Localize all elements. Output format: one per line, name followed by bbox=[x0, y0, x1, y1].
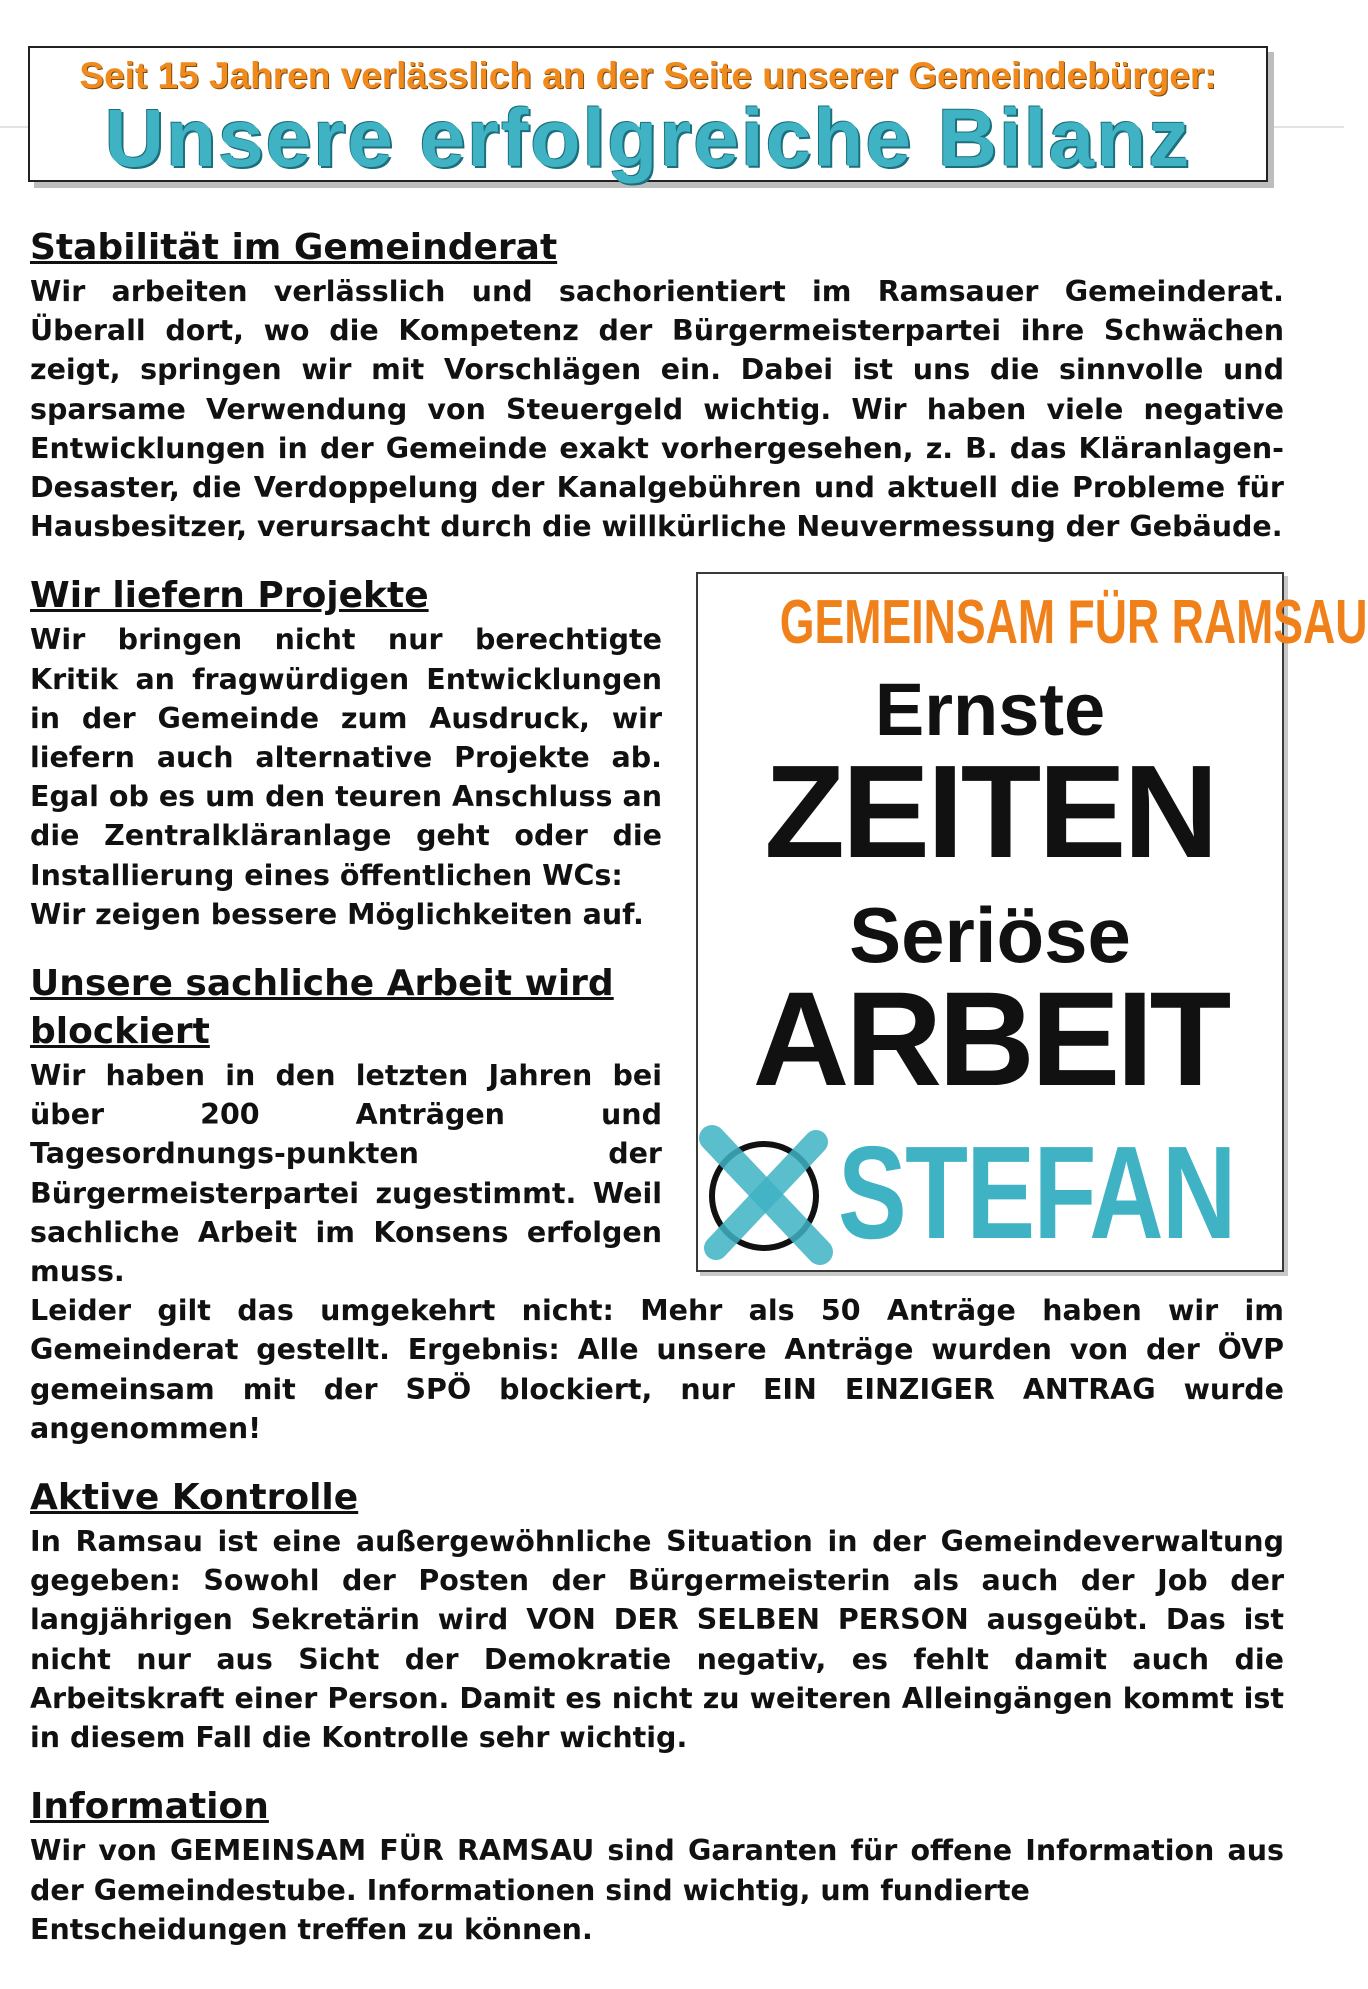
section-text bbox=[30, 1522, 1284, 1757]
section-text-continued bbox=[30, 1291, 1284, 1448]
section-text-body: Wir haben in den letzten Jahren bei über 200 Anträgen und Tagesordnungs-punkten der Bürgermeisterpartei zugestimmt. Weil sachliche Arbeit im Konsens erfolgen muss. bbox=[30, 1059, 662, 1289]
section-heading: Stabilität im Gemeinderat bbox=[30, 227, 558, 268]
header-kicker: Seit 15 Jahren verlässlich an der Seite unserer Gemeindebürger: bbox=[79, 55, 1217, 96]
poster-candidate-name: STEFAN bbox=[838, 1119, 1235, 1267]
poster-line-zeiten: ZEITEN bbox=[764, 738, 1216, 886]
section-kontrolle bbox=[30, 1474, 1284, 1757]
campaign-poster bbox=[696, 572, 1368, 1272]
poster-line-serioese: Seriöse bbox=[849, 891, 1131, 980]
section-text-body-2: Leider gilt das umgekehrt nicht: Mehr als 50 Anträge haben wir im Gemeinderat gestellt. Ergebnis: Alle unsere Anträge wurden von der ÖVP gemeinsam mit der SPÖ blockiert, nur EIN EINZIGER ANTRAG wurde angenommen! bbox=[30, 1294, 1284, 1445]
section-text bbox=[30, 1831, 1284, 1949]
ballot-cross-icon bbox=[702, 1124, 832, 1264]
poster-party-name: GEMEINSAM FÜR RAMSAU bbox=[779, 588, 1368, 658]
article-body bbox=[30, 224, 1368, 1975]
section-text-body: In Ramsau ist eine außergewöhnliche Situation in der Gemeindeverwaltung gegeben: Sowohl der Posten der Bürgermeisterin als auch der Job der langjährigen Sekretärin wird VON DER SELBEN PERSON ausgeübt. Das ist nicht nur aus Sicht der Demokratie negativ, es fehlt damit auch die Arbeitskraft einer Person. Damit es nicht zu weiteren Alleingängen kommt ist in diesem Fall die Kontrolle sehr wichtig. bbox=[30, 1525, 1284, 1755]
poster-line-ernste: Ernste bbox=[874, 668, 1106, 752]
section-text-closing: Wir zeigen bessere Möglichkeiten auf. bbox=[30, 897, 644, 931]
section-text bbox=[30, 272, 1284, 546]
header-banner bbox=[28, 46, 1268, 182]
section-heading: Unsere sachliche Arbeit wird blockiert bbox=[30, 963, 614, 1053]
poster-line-arbeit: ARBEIT bbox=[752, 965, 1228, 1115]
section-text-body: Wir von GEMEINSAM FÜR RAMSAU sind Garanten für offene Information aus der Gemeindestube. Informationen sind wichtig, um fundierte bbox=[30, 1834, 1284, 1907]
section-stabilitaet bbox=[30, 224, 1284, 546]
section-heading: Information bbox=[30, 1786, 269, 1828]
section-heading: Aktive Kontrolle bbox=[30, 1477, 359, 1519]
section-text-body: Wir arbeiten verlässlich und sachorientiert im Ramsauer Gemeinderat. Überall dort, wo die Kompetenz der Bürgermeisterpartei ihre Schwächen zeigt, springen wir mit Vorschlägen ein. Dabei ist uns die sinnvolle und sparsame Verwendung von Steuergeld wichtig. Wir haben viele negative Entwicklungen in der Gemeinde exakt vorhergesehen, z. B. das Kläranlagen-Desaster, die Verdoppelung der Kanalgebühren und aktuell die Probleme für Hausbesitzer, verursacht durch die willkürliche Neuvermessung der Gebäude. bbox=[30, 275, 1284, 544]
section-information bbox=[30, 1783, 1284, 1949]
page-title: Unsere erfolgreiche Bilanz bbox=[104, 93, 1192, 184]
section-text-closing: Entscheidungen treffen zu können. bbox=[30, 1912, 593, 1946]
section-text-body: Wir bringen nicht nur berechtigte Kritik an fragwürdigen Entwicklungen in der Gemeinde zum Ausdruck, wir liefern auch alternative Projekte ab. Egal ob es um den teuren Anschluss an die Zentralkläranlage geht oder die Installierung eines öffentlichen WCs: bbox=[30, 623, 662, 892]
section-heading: Wir liefern Projekte bbox=[30, 575, 429, 617]
